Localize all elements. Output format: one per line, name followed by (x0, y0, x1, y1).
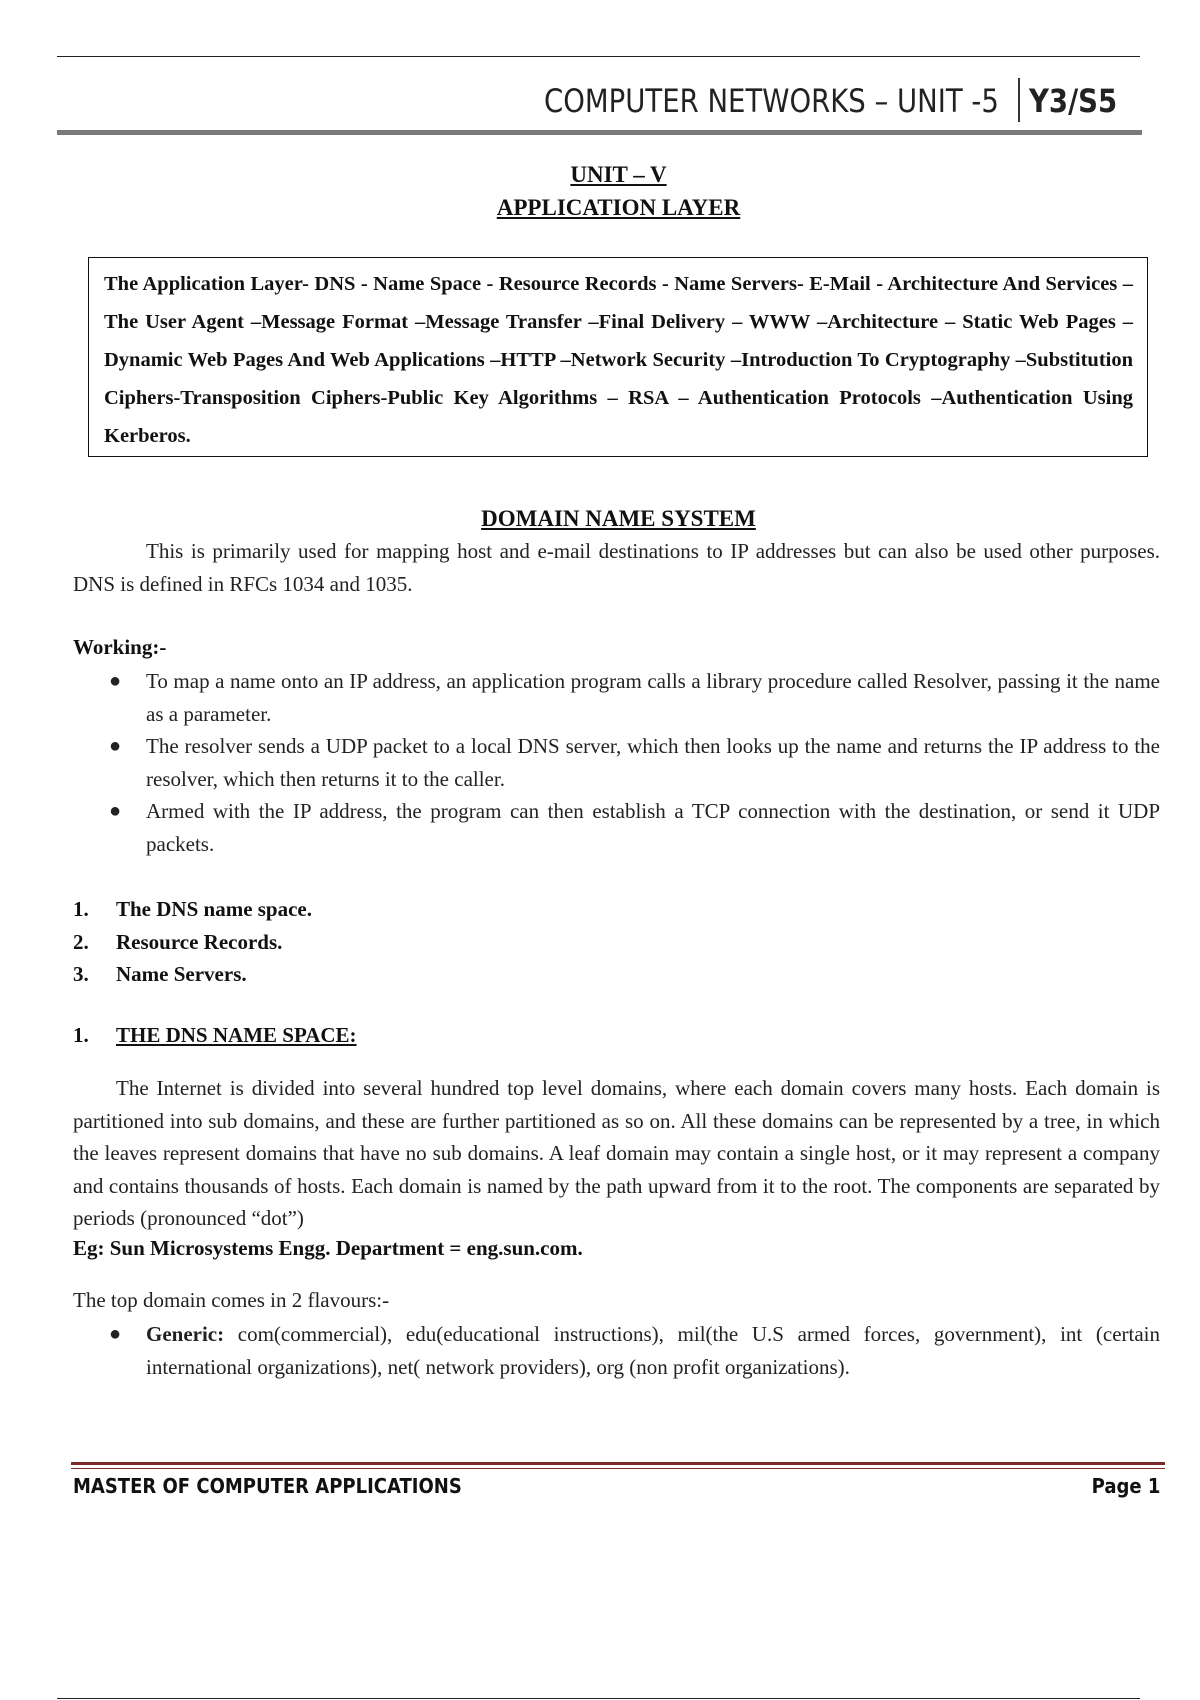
list-item: ● Armed with the IP address, the program can then establish a TCP connection with the destination, or send it UDP packets. (73, 795, 1160, 860)
working-list (73, 665, 1160, 860)
unit-number: UNIT – V (570, 162, 667, 187)
header-bar (57, 130, 1142, 135)
bullet-icon: ● (109, 1323, 122, 1345)
header-divider (1018, 78, 1020, 122)
top-rule (57, 56, 1140, 57)
bottom-rule (57, 1698, 1140, 1699)
topic-list (73, 893, 312, 991)
footer-program: MASTER OF COMPUTER APPLICATIONS (73, 1474, 462, 1498)
page-number: Page 1 (1091, 1474, 1160, 1498)
dns-section-title: DOMAIN NAME SYSTEM (481, 506, 756, 531)
syllabus-box (88, 257, 1148, 457)
bullet-icon: ● (109, 735, 122, 757)
list-item: ● Generic: com(commercial), edu(educational instructions), mil(the U.S armed forces, government), int (certain international organizations), net( network providers), org (non profit organizations). (73, 1318, 1160, 1383)
list-item: 3. Name Servers. (73, 962, 247, 986)
name-space-body: The Internet is divided into several hundred top level domains, where each domain covers many hosts. Each domain is partitioned into sub domains, and these are further partitioned as so on. All these domains can be represented by a tree, in which the leaves represent domains that have no sub domains. A leaf domain may contain a single host, or it may represent a company and contains thousands of hosts. Each domain is named by the path upward from it to the root. The components are separated by periods (pronounced “dot”) (73, 1076, 1160, 1230)
list-item: ● To map a name onto an IP address, an application program calls a library procedure called Resolver, passing it the name as a parameter. (73, 665, 1160, 730)
name-space-example: Eg: Sun Microsystems Engg. Department = eng.sun.com. (73, 1236, 583, 1260)
list-item: 2. Resource Records. (73, 929, 283, 954)
flavours-list (73, 1318, 1160, 1383)
list-item: 1. The DNS name space. (73, 897, 313, 921)
bullet-icon: ● (109, 670, 122, 692)
dns-intro: This is primarily used for mapping host and e-mail destinations to IP addresses but can also be used other purposes. DNS is defined in RFCs 1034 and 1035. (73, 539, 1160, 596)
page-header (57, 76, 1139, 130)
flavours-intro: The top domain comes in 2 flavours:- (73, 1288, 390, 1312)
header-code: Y3/S5 (1029, 82, 1118, 120)
name-space-heading: 1. THE DNS NAME SPACE: (73, 1023, 357, 1047)
bullet-icon: ● (109, 800, 122, 822)
working-label: Working:- (73, 635, 167, 659)
unit-name: APPLICATION LAYER (496, 195, 741, 220)
footer-rule-thin (71, 1468, 1165, 1469)
footer-rule (71, 1462, 1165, 1465)
header-title: COMPUTER NETWORKS – UNIT -5 (544, 82, 999, 120)
syllabus-text: The Application Layer- DNS - Name Space - Resource Records - Name Servers- E-Mail - Architecture And Services – The User Agent –Message Format –Message Transfer –Final Delivery – WWW –Architecture – Static Web Pages – Dynamic Web Pages And Web Applications –HTTP –Network Security –Introduction To Cryptography –Substitution Ciphers-Transposition Ciphers-Public Key Algorithms – RSA – Authentication Protocols –Authentication Using Kerberos. (104, 273, 1133, 447)
list-item: ● The resolver sends a UDP packet to a local DNS server, which then looks up the name and returns the IP address to the resolver, which then returns it to the caller. (73, 730, 1160, 795)
